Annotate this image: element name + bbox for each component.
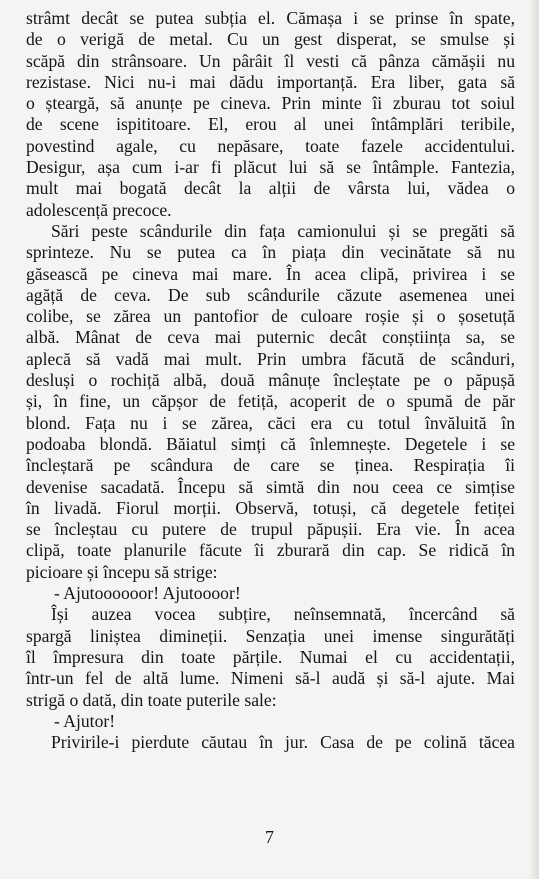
text-line: se încleștau cu putere de trupul păpușii. Era vie. În acea xyxy=(26,519,515,540)
text-line: colibe, se zărea un pantofior de culoare roșie și o șosetuță xyxy=(26,306,515,327)
text-line: Își auzea vocea subțire, neînsemnată, încercând să xyxy=(51,604,515,625)
text-line: într-un fel de altă lume. Nimeni să-l audă și să-l ajute. Mai xyxy=(26,668,515,689)
text-line: și, în fine, un căpșor de fetiță, acoperit de o spumă de păr xyxy=(26,391,515,412)
page-number: 7 xyxy=(265,827,274,847)
text-line: - Ajutor! xyxy=(54,710,116,731)
text-line: blond. Fața nu i se zărea, căci era cu totul învăluită în xyxy=(26,412,515,433)
text-line: Desigur, așa cum i-ar fi plăcut lui să se întâmple. Fantezia, xyxy=(26,157,515,178)
text-line: albă. Mânat de ceva mai puternic decât conștiința sa, se xyxy=(26,327,515,348)
text-line: podoaba blondă. Băiatul simți că înlemnește. Degetele i se xyxy=(26,433,515,454)
text-line: spargă liniștea dimineții. Senzația unei imense singurătăți xyxy=(26,625,515,646)
text-line: mult mai bogată decât la alții de vârsta lui, vădea o xyxy=(26,178,515,199)
text-line: de scene ispititoare. El, erou al unei întâmplări teribile, xyxy=(26,114,515,135)
text-line: rezistase. Nici nu-i mai dădu importanță. Era liber, gata să xyxy=(26,71,515,92)
text-line: o șteargă, să anunțe pe cineva. Prin minte îi zburau tot soiul xyxy=(26,93,515,114)
text-line: îl împresura din toate părțile. Numai el cu accidentații, xyxy=(26,646,515,667)
text-line: strigă o dată, din toate puterile sale: xyxy=(26,689,277,710)
text-line: povestind agale, cu nepăsare, toate fazele accidentului. xyxy=(26,135,515,156)
text-line: încleștară pe scândura de care se ținea. Respirația îi xyxy=(26,455,515,476)
text-line: Privirile-i pierdute căutau în jur. Casa de pe colină tăcea xyxy=(51,732,515,753)
text-line: adolescență precoce. xyxy=(26,199,172,220)
text-line: scăpă din strânsoare. Un pârâit îl vesti că pânza cămășii nu xyxy=(26,50,515,71)
body-text xyxy=(26,8,515,753)
text-line: aplecă să vadă mai mult. Prin umbra făcută de scânduri, xyxy=(26,348,515,369)
text-line: - Ajutoooooor! Ajutoooor! xyxy=(54,583,241,604)
text-line: strâmt decât se putea subția el. Cămașa i se prinse în spate, xyxy=(26,8,515,28)
text-line: desluși o rochiță albă, două mânuțe încleștate pe o păpușă xyxy=(26,370,515,391)
page-edge-shadow xyxy=(529,0,539,879)
text-line: devenise sacadată. Începu să simtă din nou ceea ce simțise xyxy=(26,476,515,497)
text-line: clipă, toate planurile făcute îi zburară din cap. Se ridică în xyxy=(26,540,515,561)
text-line: sprinteze. Nu se putea ca în piața din vecinătate să nu xyxy=(26,242,515,263)
text-line: agăță de ceva. De sub scândurile căzute asemenea unei xyxy=(26,284,515,305)
text-line: de o verigă de metal. Cu un gest disperat, se smulse și xyxy=(26,29,515,50)
text-line: picioare și începu să strige: xyxy=(26,561,218,582)
text-line: găsească pe cineva mai mare. În acea clipă, privirea i se xyxy=(26,263,515,284)
text-line: Sări peste scândurile din fața camionului și se pregăti să xyxy=(51,220,515,241)
text-line: în livadă. Fiorul morții. Observă, totuși, că degetele fetiței xyxy=(26,497,515,518)
